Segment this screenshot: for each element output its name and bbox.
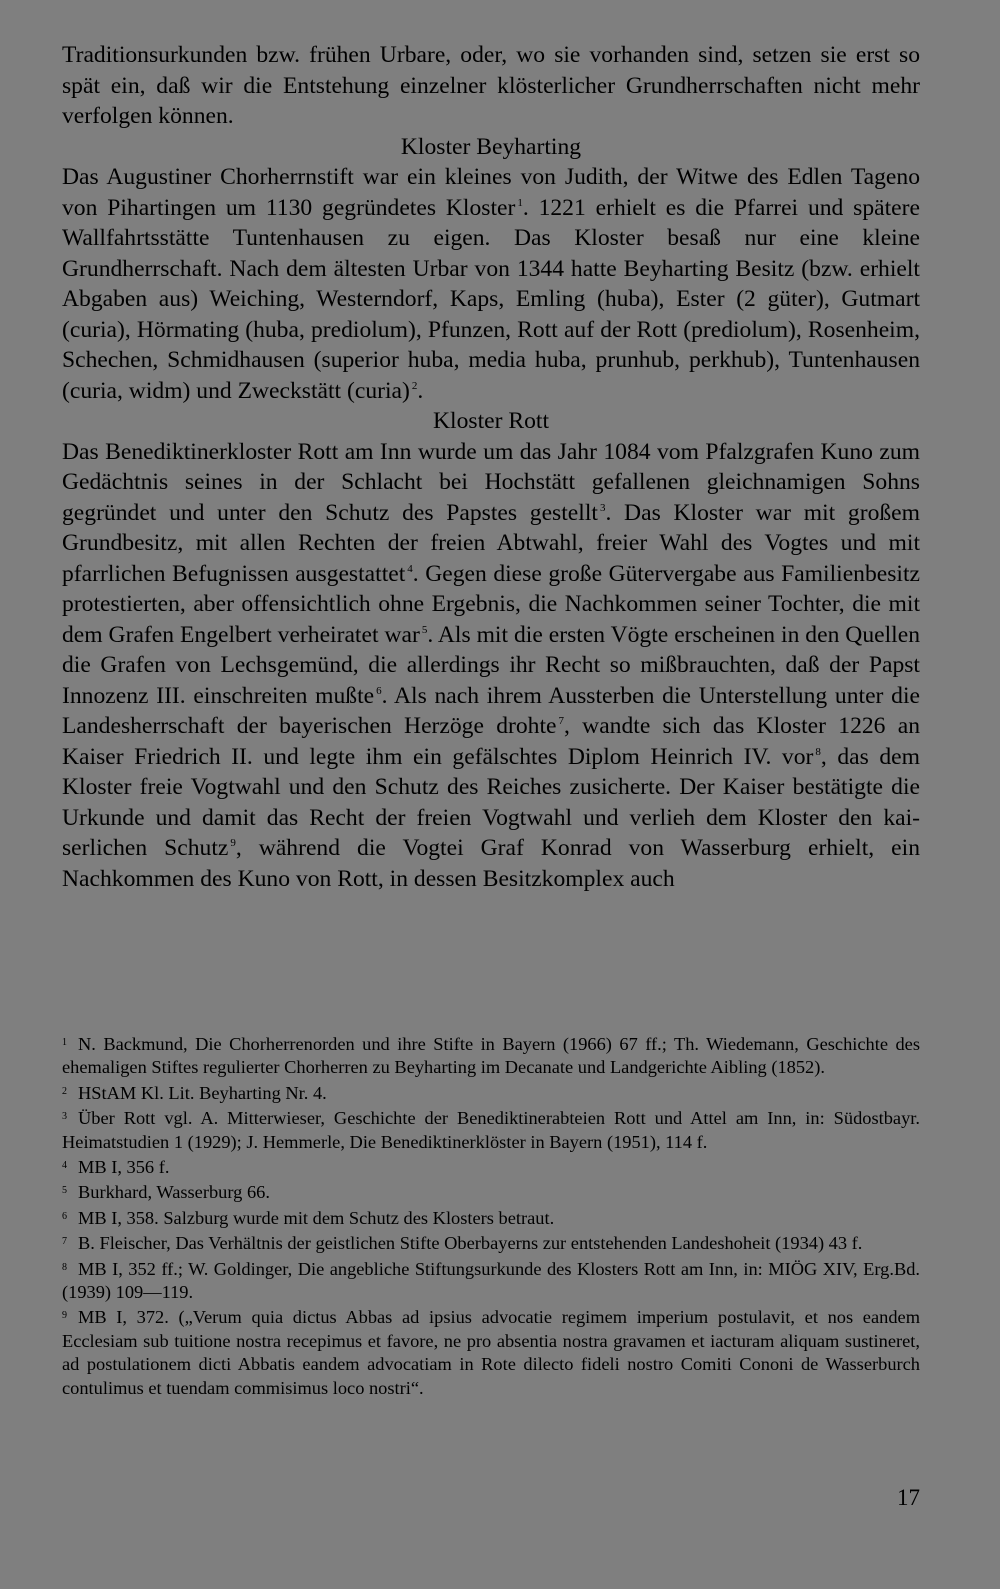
footnote-ref-7: 7 bbox=[558, 715, 564, 727]
footnote-ref-9: 9 bbox=[230, 837, 236, 849]
footnote-ref-1: 1 bbox=[517, 196, 523, 209]
footnote-5: 5 Burkhard, Wasserburg 66. bbox=[62, 1182, 270, 1203]
intro-paragraph: Traditionsurkunden bzw. frühen Urbare, oder, wo sie vorhanden sind, setzen sie erst so spät ein, daß wir die Entstehung einzelner klösterlicher Grundherrschaften nicht mehr verfolgen können. bbox=[62, 42, 920, 129]
heading-kloster-rott: Kloster Rott bbox=[433, 408, 549, 434]
footnote-2: 2 HStAM Kl. Lit. Beyharting Nr. 4. bbox=[62, 1082, 327, 1103]
footnote-ref-8: 8 bbox=[815, 745, 821, 758]
footnote-ref-6: 6 bbox=[376, 684, 382, 697]
footnote-9: 9 MB I, 372. („Verum quia dictus Abbas ad ipsius advocatie regimem imperium postulavit, et nos eandem Ecclesiam sub tuitione nostra recepimus et favore, ne pro absentia nostra gravamen et iacturam aliquam sustineret, ad postulationem dicti Abbatis eandem advocatiam in Rote dilecto fideli nostro Comiti Cononi de Wasserburch contulimus et tuendam commisimus loco nostri“. bbox=[62, 1307, 920, 1398]
footnote-8: 8 MB I, 352 ff.; W. Goldinger, Die angebliche Stiftungsurkunde des Klosters Rott am Inn, in: MIÖG XIV, Erg.Bd. (1939) 109—119. bbox=[62, 1258, 920, 1303]
footnote-4: 4 MB I, 356 f. bbox=[62, 1157, 170, 1178]
heading-kloster-beyharting: Kloster Beyharting bbox=[400, 133, 582, 160]
footnote-ref-2: 2 bbox=[411, 379, 418, 392]
footnote-1: 1 N. Backmund, Die Chorherrenorden und ihre Stifte in Bayern (1966) 67 ff.; Th. Wiedemann, Geschichte des ehemaligen Stiftes regulierter Chorherren zu Beyharting im Decanate und Landgerichte Aibling (1852). bbox=[62, 1034, 920, 1078]
footnote-ref-5: 5 bbox=[421, 623, 428, 636]
paragraph-beyharting: Das Augustiner Chorherrnstift war ein kleines von Judith, der Witwe des Edlen Tageno von Pihartingen um 1130 gegründetes Kloster $^1$. 1221 erhielt es die Pfarrei und spätere Wallfahrtsstätte Tuntenhausen zu eigen. Das Kloster besaß nur eine kleine Grundherrschaft. Nach dem ältesten Urbar von 1344 hatte Beyharting Besitz (bzw. erhielt Abgaben aus) Weiching, Westerndorf, Kaps, Emling (huba), Ester (2 güter), Gutmart (curia), Hörmating (huba, prediolum), Pfunzen, Rott auf der Rott (prediolum), Rosenheim, Schechen, Schmidhausen (superior huba, media huba, prunhub, perkhub), Tuntenhausen (curia, widm) und Zweckstätt (curia) $^2$. bbox=[62, 164, 920, 404]
footnote-6: 6 MB I, 358. Salzburg wurde mit dem Schutz des Klosters betraut. bbox=[62, 1207, 555, 1228]
footnote-ref-4: 4 bbox=[407, 562, 413, 575]
footnotes bbox=[62, 1031, 920, 1400]
footnote-ref-3: 3 bbox=[599, 501, 606, 514]
paragraph-rott: Das Benediktinerkloster Rott am Inn wurde um das Jahr 1084 vom Pfalzgrafen Kuno zum Gedächtnis seines in der Schlacht bei Hochstätt gefallenen gleichnamigen Sohns gegründet und unter den Schutz des Papstes gestellt $^3$. Das Kloster war mit großem Grundbesitz, mit allen Rechten der freien Abtwahl, freier Wahl des Vogtes und mit pfarrlichen Befugnissen ausgestattet $^4$. Gegen diese große Gütervergabe aus Familienbesitz protestierten, aber offensichtlich ohne Ergebnis, die Nachkommen seiner Tochter, die mit dem Grafen Engelbert verheiratet war $^5$. Als mit die ersten Vögte erscheinen in den Quellen die Grafen von Lechsgemünd, die allerdings ihr Recht so mißbrauchten, daß der Papst Innozenz III. einschreiten mußte $^6$. Als nach ihrem Aussterben die Unterstellung unter die Landesherrschaft der bayerischen Herzöge drohte $^7$, wandte sich das Kloster 1226 an Kaiser Friedrich II. und legte ihm ein gefälschtes Diplom Heinrich IV. vor $^8$, das dem Kloster freie Vogtwahl und den Schutz des Reiches zusicherte. Der Kaiser bestätigte die Urkunde und damit das Recht der freien Vogtwahl und verlieh dem Kloster den kaiserlichen Schutz $^9$, während die Vogtei Graf Konrad von Wasserburg erhielt, ein Nachkommen des Kuno von Rott, in dessen Besitzkomplex auch bbox=[62, 438, 920, 892]
footnote-7: 7 B. Fleischer, Das Verhältnis der geistlichen Stifte Oberbayerns zur entstehenden Landeshoheit (1934) 43 f. bbox=[62, 1233, 863, 1254]
footnote-3: 3 Über Rott vgl. A. Mitterwieser, Geschichte der Benediktinerabteien Rott und Attel am Inn, in: Südostbayr. Heimatstudien 1 (1929); J. Hemmerle, Die Benediktinerklöster in Bayern (1951), 114 f. bbox=[62, 1108, 920, 1152]
page-number: 17 bbox=[897, 1485, 920, 1510]
